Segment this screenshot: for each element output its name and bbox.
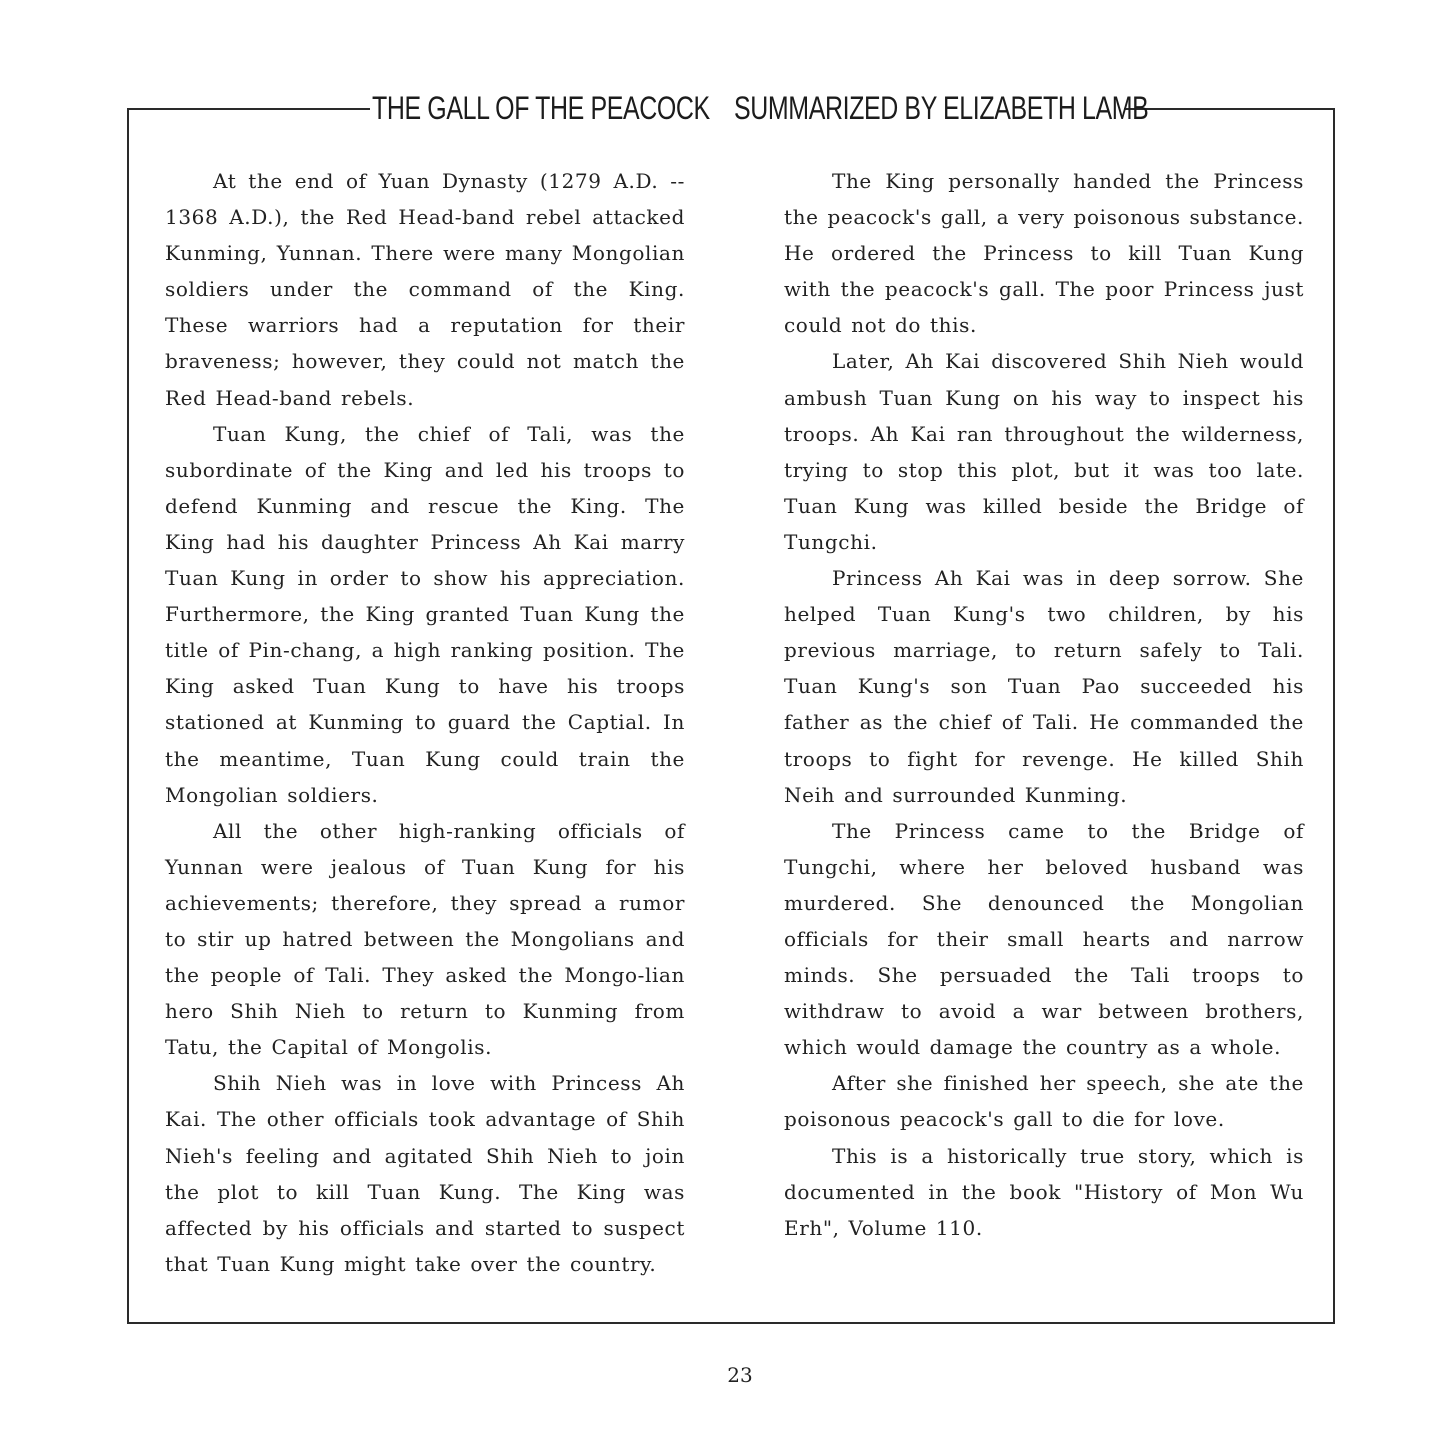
paragraph: Princess Ah Kai was in deep sorrow. She helped Tuan Kung's two children, by his previous marriage, to return safely to Tali. Tuan Kung's son Tuan Pao succeeded his father as the chief of Tali. He commanded the troops to fight for revenge. He killed Shih Neih and surrounded Kunming. xyxy=(784,566,1304,807)
page-number: 23 xyxy=(727,1363,753,1387)
paragraph: This is a historically true story, which is documented in the book "History of Mon Wu Erh", Volume 110. xyxy=(784,1143,1304,1240)
title-rule-right xyxy=(1124,108,1335,110)
article-title: THE GALL OF THE PEACOCK xyxy=(372,90,710,126)
paragraph: The King personally handed the Princess the peacock's gall, a very poisonous substance. He ordered the Princess to kill Tuan Kung with the peacock's gall. The poor Princess just could not do this. xyxy=(784,169,1304,338)
paragraph: All the other high-ranking officials of Yunnan were jealous of Tuan Kung for his achievements; therefore, they spread a rumor to stir up hatred between the Mongolians and the people of Tali. They asked the Mongo-lian hero Shih Nieh to return to Kunming from Tatu, the Capital of Mongolis. xyxy=(165,818,685,1060)
left-column xyxy=(165,163,685,1282)
right-column xyxy=(784,163,1304,1246)
paragraph: At the end of Yuan Dynasty (1279 A.D. -- 1368 A.D.), the Red Head-band rebel attacked Kunming, Yunnan. There were many Mongolian soldiers under the command of the King. These warriors had a reputation for their braveness; however, they could not match the Red Head-band rebels. xyxy=(165,169,685,410)
paragraph: Shih Nieh was in love with Princess Ah Kai. The other officials took advantage of Shih Nieh's feeling and agitated Shih Nieh to join the plot to kill Tuan Kung. The King was affected by his officials and started to suspect that Tuan Kung might take over the country. xyxy=(165,1071,685,1276)
paragraph: The Princess came to the Bridge of Tungchi, where her beloved husband was murdered. She denounced the Mongolian officials for their small hearts and narrow minds. She persuaded the Tali troops to withdraw to avoid a war between brothers, which would damage the country as a whole. xyxy=(784,818,1304,1060)
paragraph: After she finished her speech, she ate the poisonous peacock's gall to die for love. xyxy=(784,1071,1304,1132)
article-byline: SUMMARIZED BY ELIZABETH LAMB xyxy=(734,90,1149,126)
paragraph: Tuan Kung, the chief of Tali, was the subordinate of the King and led his troops to defend Kunming and rescue the King. The King had his daughter Princess Ah Kai marry Tuan Kung in order to show his appreciation. Furthermore, the King granted Tuan Kung the title of Pin-chang, a high ranking position. The King asked Tuan Kung to have his troops stationed at Kunming to guard the Captial. In the meantime, Tuan Kung could train the Mongolian soldiers. xyxy=(165,421,685,807)
title-rule-left xyxy=(127,108,370,110)
paragraph: Later, Ah Kai discovered Shih Nieh would ambush Tuan Kung on his way to inspect his troops. Ah Kai ran throughout the wilderness, trying to stop this plot, but it was too late. Tuan Kung was killed beside the Bridge of Tungchi. xyxy=(784,349,1304,554)
